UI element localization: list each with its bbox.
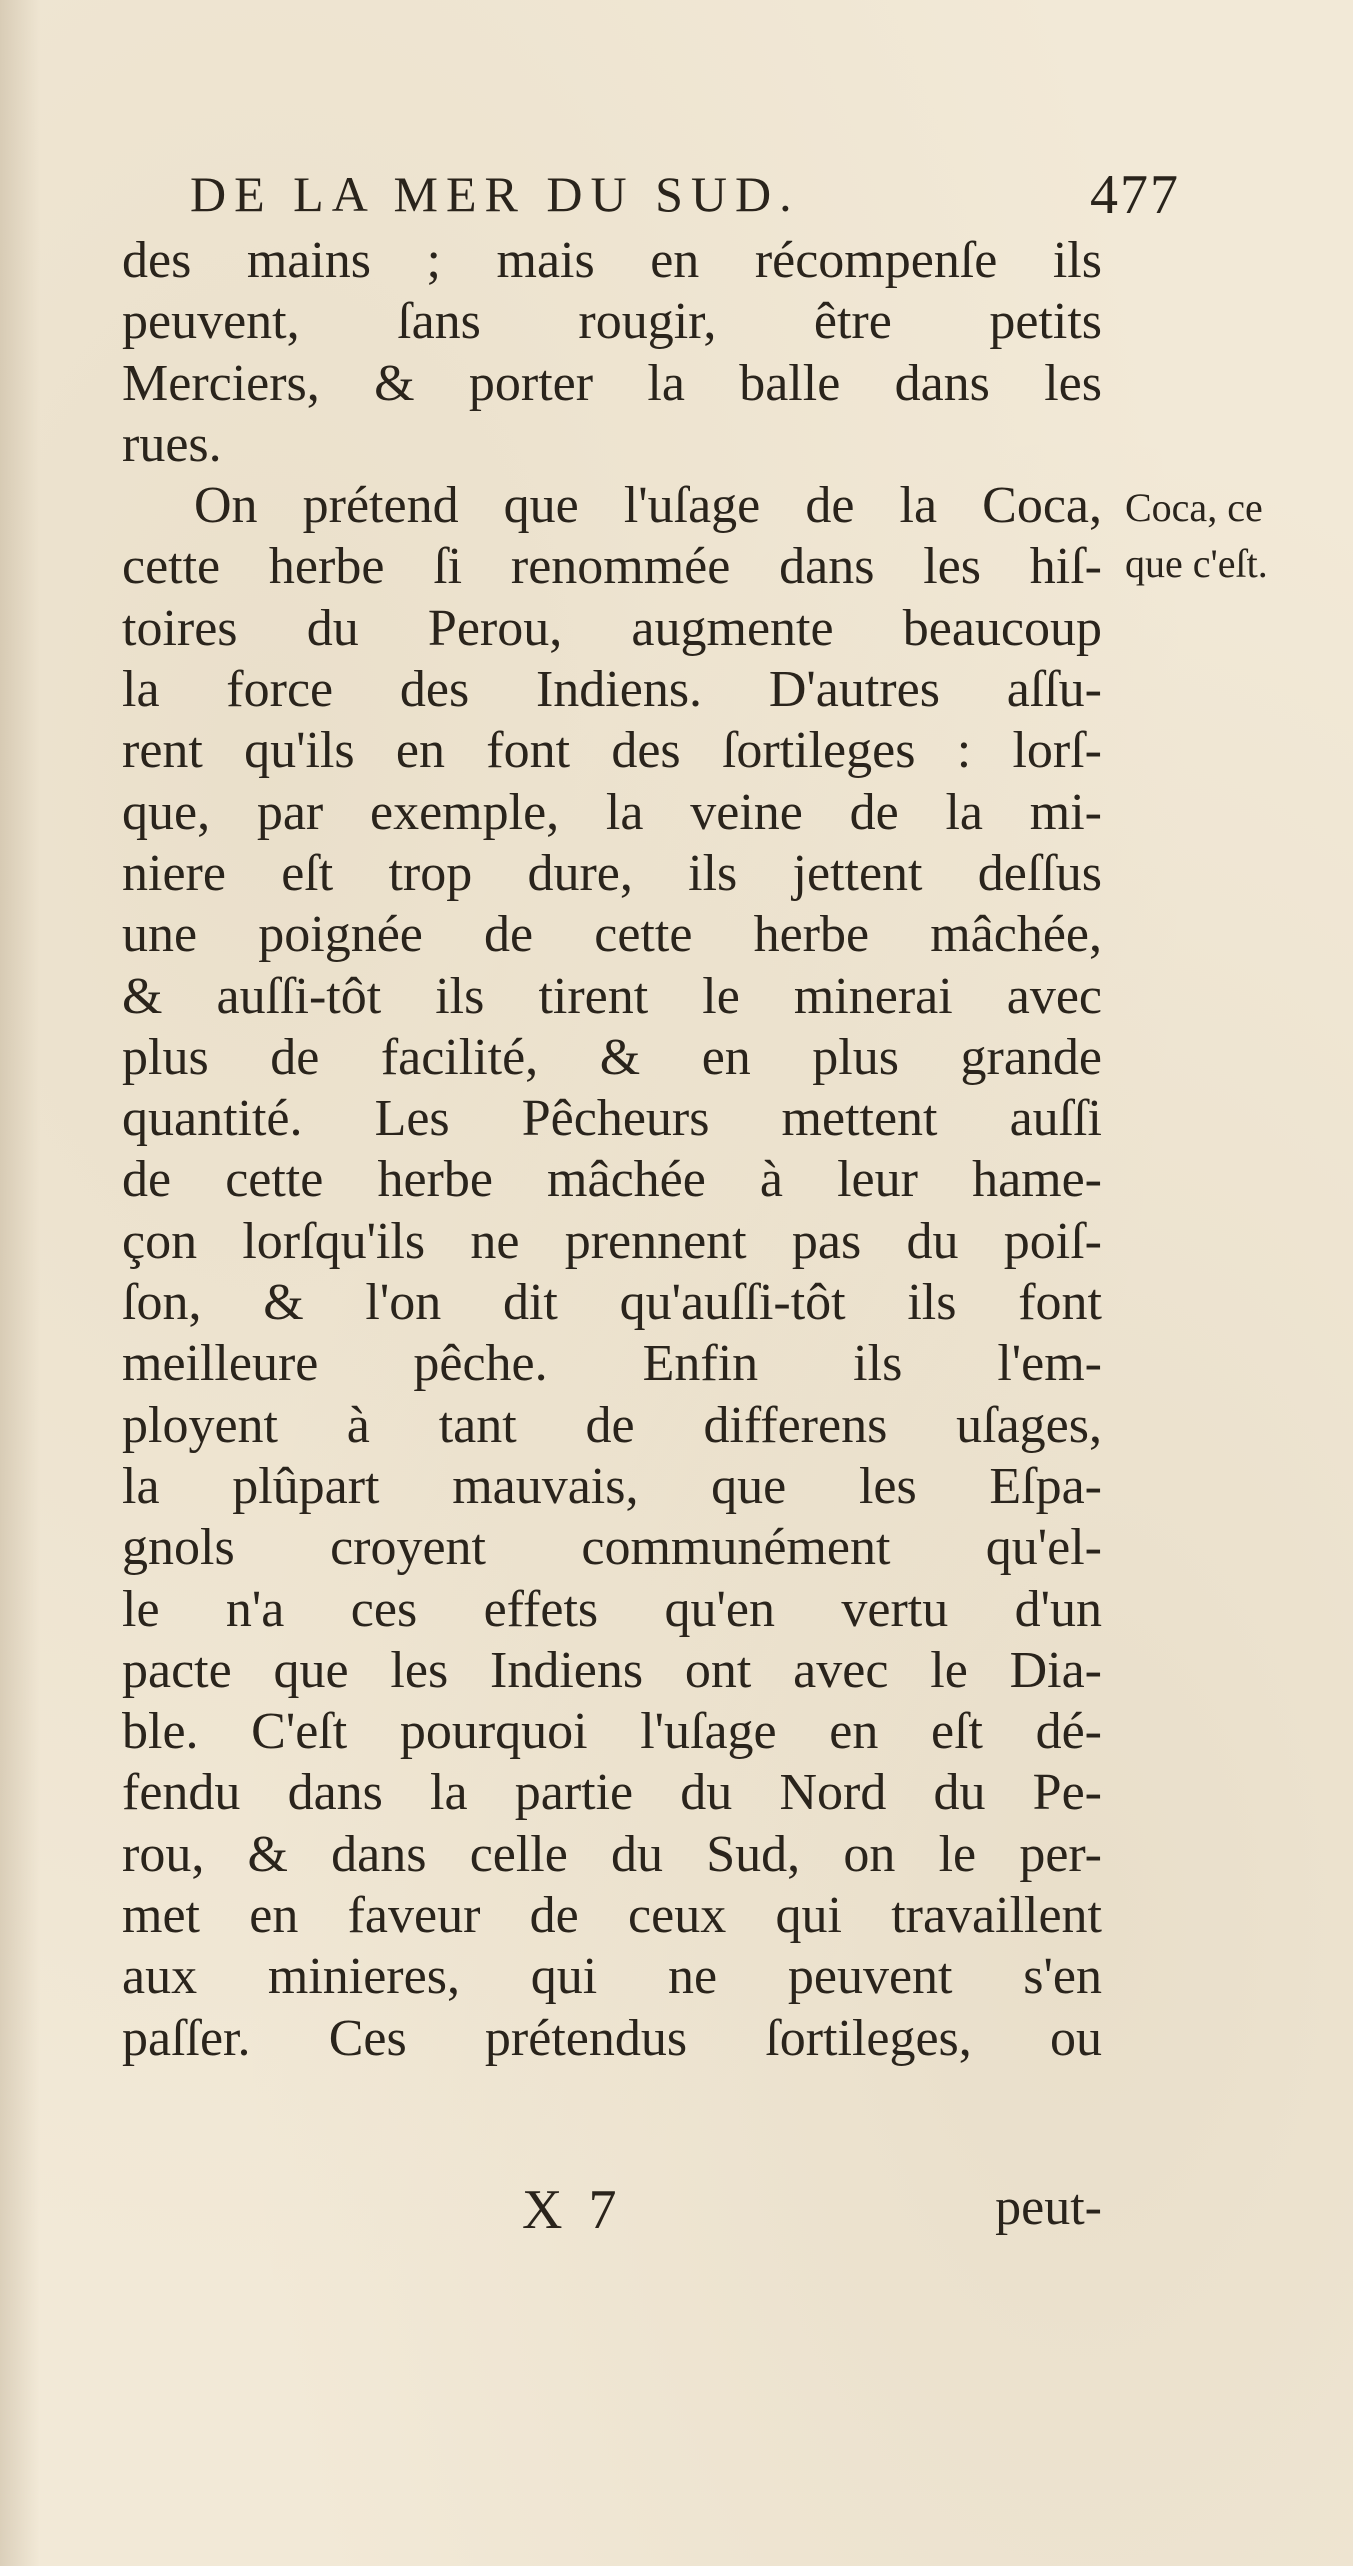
text-line: fendu dans la partie du Nord du Pe- <box>122 1764 1102 1822</box>
text-line: toires du Perou, augmente beaucoup <box>122 599 1102 657</box>
text-line: la plûpart mauvais, que les Eſpa- <box>122 1457 1102 1515</box>
text-line: rent qu'ils en font des ſortileges : lorſ- <box>122 722 1102 780</box>
text-line: de cette herbe mâchée à leur hame- <box>122 1151 1102 1209</box>
text-line: meilleure pêche. Enfin ils l'em- <box>122 1335 1102 1393</box>
text-line: met en faveur de ceux qui travaillent <box>122 1887 1102 1945</box>
text-line: rou, & dans celle du Sud, on le per- <box>122 1825 1102 1883</box>
text-line: ſon, & l'on dit qu'auſſi-tôt ils font <box>122 1274 1102 1332</box>
text-line: ployent à tant de differens uſages, <box>122 1396 1102 1454</box>
gutter-shadow <box>0 0 40 2566</box>
signature-mark: X 7 <box>522 2179 623 2241</box>
text-line: & auſſi-tôt ils tirent le minerai avec <box>122 967 1102 1025</box>
text-line: çon lorſqu'ils ne prennent pas du poiſ- <box>122 1212 1102 1270</box>
page-header <box>150 155 1180 235</box>
text-line: des mains ; mais en récompenſe ils <box>122 232 1102 289</box>
catchline <box>122 2178 1102 2248</box>
body-text <box>122 230 1102 2069</box>
text-line: rues. <box>122 415 222 473</box>
text-line: pacte que les Indiens ont avec le Dia- <box>122 1641 1102 1699</box>
text-line: le n'a ces effets qu'en vertu d'un <box>122 1580 1102 1638</box>
text-line: une poignée de cette herbe mâchée, <box>122 906 1102 964</box>
margin-note <box>1125 480 1325 592</box>
text-line: que, par exemple, la veine de la mi- <box>122 783 1102 841</box>
text-line: quantité. Les Pêcheurs mettent auſſi <box>122 1090 1102 1148</box>
margin-note-line: Coca, ce <box>1125 485 1263 530</box>
text-line: aux minieres, qui ne peuvent s'en <box>122 1948 1102 2006</box>
text-line: On prétend que l'uſage de la Coca, <box>194 477 1102 535</box>
page-number: 477 <box>1090 164 1180 226</box>
text-line: cette herbe ſi renommée dans les hiſ- <box>122 538 1102 596</box>
text-line: niere eſt trop dure, ils jettent deſſus <box>122 844 1102 902</box>
catchword: peut- <box>995 2179 1102 2236</box>
text-line: peuvent, ſans rougir, être petits <box>122 293 1102 351</box>
text-line: gnols croyent communément qu'el- <box>122 1519 1102 1577</box>
text-line: plus de facilité, & en plus grande <box>122 1028 1102 1086</box>
text-line: ble. C'eſt pourquoi l'uſage en eſt dé- <box>122 1703 1102 1761</box>
text-line: Merciers, & porter la balle dans les <box>122 354 1102 412</box>
text-line: paſſer. Ces prétendus ſortileges, ou <box>122 2009 1102 2067</box>
running-head: DE LA MER DU SUD. <box>190 166 800 222</box>
margin-note-line: que c'eſt. <box>1125 541 1268 586</box>
text-line: la force des Indiens. D'autres aſſu- <box>122 661 1102 719</box>
